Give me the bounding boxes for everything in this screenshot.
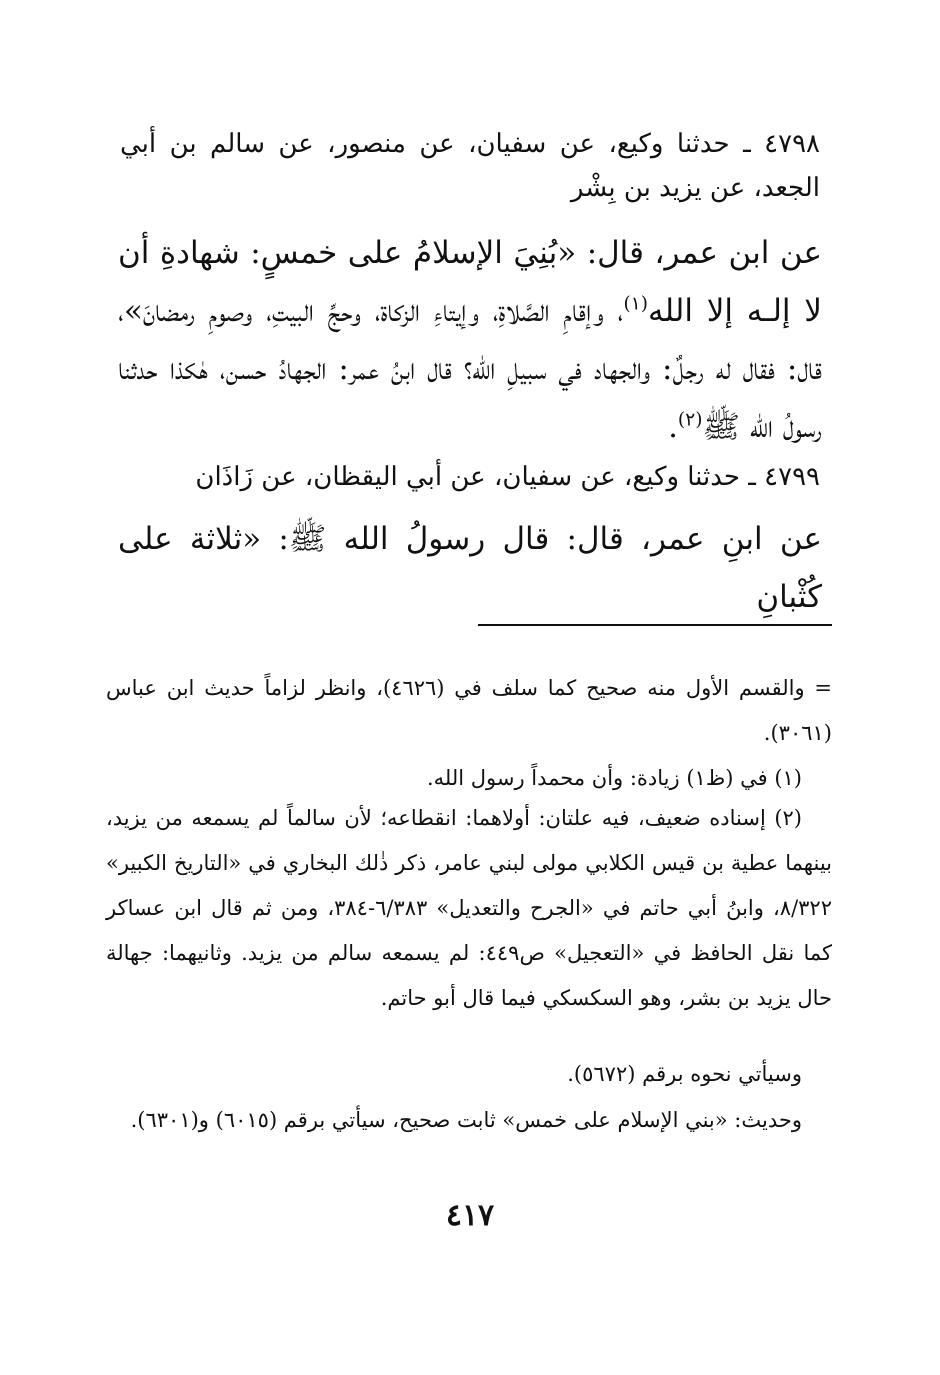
footnote-2: (٢) إسناده ضعيف، فيه علتان: أولاهما: انقطاعه؛ لأن سالماً لم يسمعه من يزيد، بينهما عطية بن قيس الكلابي مولى لبني عامر، ذكر ذٰلك البخاري في «التاريخ الكبير» ٨/٣٢٢، وابنُ أبي حاتم في «الجرح والتعديل» ٦/٣٨٣-٣٨٤، ومن ثم قال ابن عساكر كما نقل الحافظ في «التعجيل» ص٤٤٩: لم يسمعه سالم من يزيد. وثانيهما: جهالة حال يزيد بن بشر، وهو السكسكي فيما قال أبو حاتم.	[106, 806, 832, 1010]
hadith-4798-matn	[118, 224, 822, 456]
hadith-4798-isnad-text: ـ حدثنا وكيع، عن سفيان، عن منصور، عن سالم بن أبي الجعد، عن يزيد بن بِشْر	[120, 129, 820, 203]
footnote-see-also: وسيأتي نحوه برقم (٥٦٧٢).	[567, 1062, 802, 1086]
hadith-4798-number: ٤٧٩٨	[764, 129, 820, 159]
footnote-ref-1[interactable]: (١)	[623, 293, 649, 315]
footnote-continuation: = والقسم الأول منه صحيح كما سلف في (٤٦٢٦)، وانظر لزاماً حديث ابن عباس (٣٠٦١).	[106, 676, 832, 745]
hadith-4798-end: .	[668, 409, 678, 445]
footnote-hadith-note: وحديث: «بني الإسلام على خمس» ثابت صحيح، سيأتي برقم (٦٠١٥) و(٦٣٠١).	[130, 1108, 802, 1132]
footnote-ref-2[interactable]: (٢)	[677, 409, 703, 431]
hadith-4799-number: ٤٧٩٩	[764, 462, 820, 492]
hadith-4799-isnad	[120, 455, 820, 499]
page-number: ٤١٧	[445, 1198, 495, 1233]
hadith-4798-matn-part2: ، وإقامِ الصَّلاةِ، وإيتاءِ الزكاة، وحجِّ البيتِ، وصومِ رمضانَ»، قال: فقال له رجلٌ: والجهاد في سبيلِ الله؟ قال ابنُ عمر: الجهادُ حسن، هٰكذا حدثنا رسولُ الله ﷺ	[118, 293, 822, 445]
hadith-4799-isnad-text: ـ حدثنا وكيع، عن سفيان، عن أبي اليقظان، عن زَاذَان	[195, 462, 756, 492]
footnote-1: (١) في (ظ١) زيادة: وأن محمداً رسول الله.	[426, 766, 802, 790]
footnote-separator	[478, 624, 832, 626]
hadith-4799-matn: عن ابنِ عمر، قال: قال رسولُ الله ﷺ: «ثلاثة على كُثْبانِ	[118, 521, 822, 615]
hadith-4798-matn-part1: عن ابن عمر، قال: «بُنِيَ الإسلامُ على خمسٍ: شهادةِ أن لا إلـه إلا الله	[118, 235, 822, 329]
hadith-4798-isnad	[120, 122, 820, 210]
